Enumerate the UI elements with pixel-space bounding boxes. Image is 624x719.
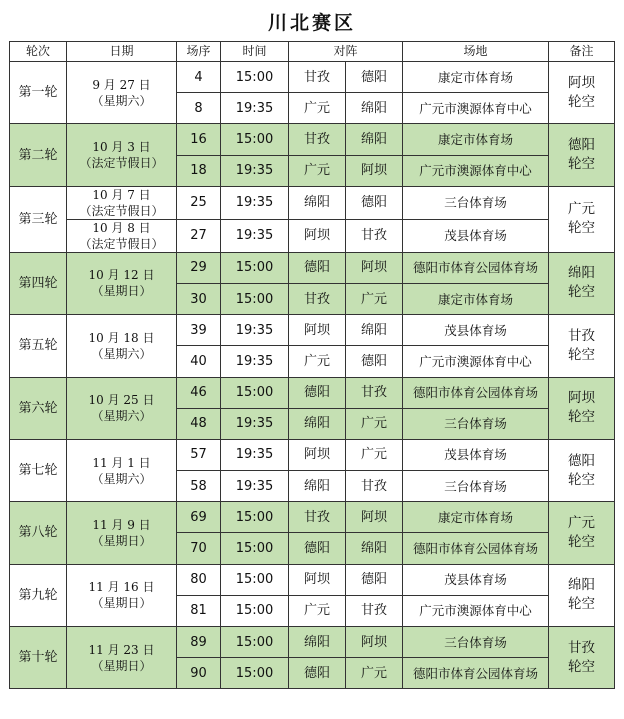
match-no-cell: 57 (177, 439, 221, 470)
date-cell: 10 月 3 日 （法定节假日） (67, 124, 177, 186)
time-cell: 15:00 (221, 658, 289, 689)
venue-cell: 茂县体育场 (403, 219, 549, 252)
match-no-cell: 27 (177, 219, 221, 252)
home-team-cell: 德阳 (289, 377, 346, 408)
round-cell: 第十轮 (10, 627, 67, 689)
venue-cell: 广元市澳源体育中心 (403, 595, 549, 626)
note-cell: 绵阳 轮空 (549, 564, 615, 626)
away-team-cell: 绵阳 (346, 315, 403, 346)
time-cell: 15:00 (221, 627, 289, 658)
page-title: 川北赛区 (267, 12, 356, 34)
home-team-cell: 德阳 (289, 252, 346, 283)
away-team-cell: 阿坝 (346, 627, 403, 658)
note-cell: 甘孜 轮空 (549, 627, 615, 689)
table-row (10, 564, 615, 595)
note-cell: 广元 轮空 (549, 186, 615, 252)
home-team-cell: 甘孜 (289, 283, 346, 314)
note-cell: 德阳 轮空 (549, 439, 615, 501)
time-cell: 19:35 (221, 408, 289, 439)
header-note: 备注 (549, 42, 615, 62)
note-cell: 甘孜 轮空 (549, 315, 615, 377)
match-no-cell: 16 (177, 124, 221, 155)
home-team-cell: 绵阳 (289, 186, 346, 219)
venue-cell: 三台体育场 (403, 186, 549, 219)
match-no-cell: 30 (177, 283, 221, 314)
match-no-cell: 46 (177, 377, 221, 408)
venue-cell: 茂县体育场 (403, 315, 549, 346)
time-cell: 15:00 (221, 595, 289, 626)
home-team-cell: 绵阳 (289, 408, 346, 439)
away-team-cell: 甘孜 (346, 595, 403, 626)
date-cell: 9 月 27 日 （星期六） (67, 62, 177, 124)
away-team-cell: 甘孜 (346, 377, 403, 408)
header-time: 时间 (221, 42, 289, 62)
home-team-cell: 阿坝 (289, 219, 346, 252)
table-row (10, 124, 615, 155)
time-cell: 15:00 (221, 564, 289, 595)
date-cell: 11 月 1 日 （星期六） (67, 439, 177, 501)
away-team-cell: 绵阳 (346, 533, 403, 564)
venue-cell: 广元市澳源体育中心 (403, 93, 549, 124)
date-cell: 11 月 23 日 （星期日） (67, 627, 177, 689)
round-cell: 第六轮 (10, 377, 67, 439)
away-team-cell: 德阳 (346, 186, 403, 219)
venue-cell: 康定市体育场 (403, 62, 549, 93)
home-team-cell: 德阳 (289, 533, 346, 564)
venue-cell: 康定市体育场 (403, 124, 549, 155)
time-cell: 19:35 (221, 186, 289, 219)
schedule-table (9, 41, 615, 689)
round-cell: 第一轮 (10, 62, 67, 124)
venue-cell: 德阳市体育公园体育场 (403, 658, 549, 689)
away-team-cell: 广元 (346, 439, 403, 470)
match-no-cell: 18 (177, 155, 221, 186)
table-row (10, 315, 615, 346)
match-no-cell: 29 (177, 252, 221, 283)
match-no-cell: 8 (177, 93, 221, 124)
home-team-cell: 绵阳 (289, 627, 346, 658)
away-team-cell: 甘孜 (346, 219, 403, 252)
time-cell: 19:35 (221, 93, 289, 124)
round-cell: 第二轮 (10, 124, 67, 186)
table-row (10, 252, 615, 283)
venue-cell: 三台体育场 (403, 408, 549, 439)
time-cell: 19:35 (221, 315, 289, 346)
away-team-cell: 德阳 (346, 564, 403, 595)
round-cell: 第五轮 (10, 315, 67, 377)
table-row (10, 627, 615, 658)
table-row (10, 502, 615, 533)
note-cell: 德阳 轮空 (549, 124, 615, 186)
round-cell: 第九轮 (10, 564, 67, 626)
round-cell: 第三轮 (10, 186, 67, 252)
note-cell: 广元 轮空 (549, 502, 615, 564)
round-cell: 第七轮 (10, 439, 67, 501)
time-cell: 19:35 (221, 439, 289, 470)
time-cell: 15:00 (221, 502, 289, 533)
match-no-cell: 90 (177, 658, 221, 689)
date-cell: 11 月 9 日 （星期日） (67, 502, 177, 564)
time-cell: 15:00 (221, 283, 289, 314)
venue-cell: 茂县体育场 (403, 564, 549, 595)
match-no-cell: 4 (177, 62, 221, 93)
date-cell: 10 月 18 日 （星期六） (67, 315, 177, 377)
venue-cell: 康定市体育场 (403, 502, 549, 533)
note-cell: 阿坝 轮空 (549, 62, 615, 124)
table-row (10, 62, 615, 93)
match-no-cell: 80 (177, 564, 221, 595)
match-no-cell: 81 (177, 595, 221, 626)
time-cell: 19:35 (221, 471, 289, 502)
venue-cell: 广元市澳源体育中心 (403, 155, 549, 186)
time-cell: 15:00 (221, 62, 289, 93)
match-no-cell: 39 (177, 315, 221, 346)
away-team-cell: 阿坝 (346, 502, 403, 533)
note-cell: 绵阳 轮空 (549, 252, 615, 314)
table-row (10, 377, 615, 408)
venue-cell: 茂县体育场 (403, 439, 549, 470)
away-team-cell: 德阳 (346, 62, 403, 93)
time-cell: 15:00 (221, 252, 289, 283)
venue-cell: 三台体育场 (403, 627, 549, 658)
table-row (10, 439, 615, 470)
match-no-cell: 70 (177, 533, 221, 564)
time-cell: 15:00 (221, 377, 289, 408)
home-team-cell: 甘孜 (289, 124, 346, 155)
time-cell: 19:35 (221, 219, 289, 252)
header-match-no: 场序 (177, 42, 221, 62)
header-matchup: 对阵 (289, 42, 403, 62)
home-team-cell: 广元 (289, 595, 346, 626)
home-team-cell: 广元 (289, 155, 346, 186)
venue-cell: 康定市体育场 (403, 283, 549, 314)
note-cell: 阿坝 轮空 (549, 377, 615, 439)
venue-cell: 广元市澳源体育中心 (403, 346, 549, 377)
away-team-cell: 广元 (346, 408, 403, 439)
away-team-cell: 广元 (346, 658, 403, 689)
date-cell: 11 月 16 日 （星期日） (67, 564, 177, 626)
match-no-cell: 40 (177, 346, 221, 377)
away-team-cell: 德阳 (346, 346, 403, 377)
venue-cell: 三台体育场 (403, 471, 549, 502)
time-cell: 15:00 (221, 124, 289, 155)
away-team-cell: 绵阳 (346, 124, 403, 155)
away-team-cell: 绵阳 (346, 93, 403, 124)
schedule-body (10, 62, 615, 689)
home-team-cell: 阿坝 (289, 564, 346, 595)
date-cell: 10 月 25 日 （星期六） (67, 377, 177, 439)
time-cell: 19:35 (221, 155, 289, 186)
away-team-cell: 阿坝 (346, 252, 403, 283)
venue-cell: 德阳市体育公园体育场 (403, 377, 549, 408)
match-no-cell: 25 (177, 186, 221, 219)
match-no-cell: 89 (177, 627, 221, 658)
table-row (10, 219, 615, 252)
header-date: 日期 (67, 42, 177, 62)
home-team-cell: 阿坝 (289, 439, 346, 470)
header-round: 轮次 (10, 42, 67, 62)
home-team-cell: 德阳 (289, 658, 346, 689)
table-row (10, 186, 615, 219)
time-cell: 19:35 (221, 346, 289, 377)
home-team-cell: 广元 (289, 346, 346, 377)
venue-cell: 德阳市体育公园体育场 (403, 533, 549, 564)
home-team-cell: 甘孜 (289, 62, 346, 93)
date-cell: 10 月 8 日 （法定节假日） (67, 219, 177, 252)
date-cell: 10 月 7 日 （法定节假日） (67, 186, 177, 219)
away-team-cell: 广元 (346, 283, 403, 314)
venue-cell: 德阳市体育公园体育场 (403, 252, 549, 283)
home-team-cell: 绵阳 (289, 471, 346, 502)
match-no-cell: 58 (177, 471, 221, 502)
round-cell: 第四轮 (10, 252, 67, 314)
home-team-cell: 广元 (289, 93, 346, 124)
round-cell: 第八轮 (10, 502, 67, 564)
home-team-cell: 阿坝 (289, 315, 346, 346)
date-cell: 10 月 12 日 （星期日） (67, 252, 177, 314)
home-team-cell: 甘孜 (289, 502, 346, 533)
table-header-row (10, 42, 615, 62)
header-venue: 场地 (403, 42, 549, 62)
match-no-cell: 69 (177, 502, 221, 533)
away-team-cell: 阿坝 (346, 155, 403, 186)
away-team-cell: 甘孜 (346, 471, 403, 502)
time-cell: 15:00 (221, 533, 289, 564)
match-no-cell: 48 (177, 408, 221, 439)
